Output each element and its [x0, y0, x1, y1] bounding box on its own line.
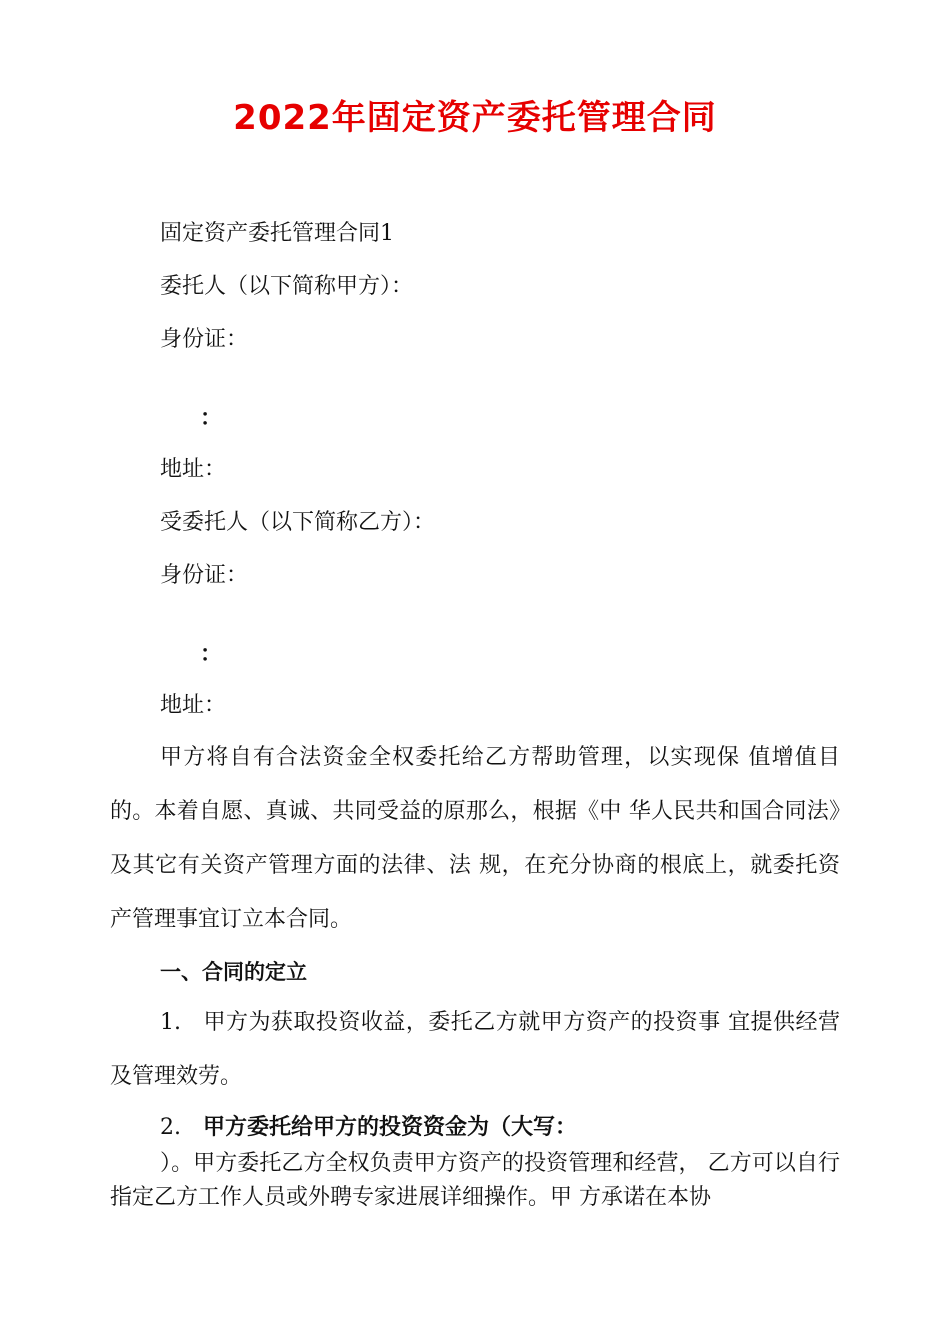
party-b-id-label: 身份证：	[160, 563, 249, 588]
clause-1-number: 1.	[160, 1010, 181, 1035]
contract-subtitle: 固定资产委托管理合同1	[160, 221, 394, 246]
clause-2-text: ）。甲方委托乙方全权负责甲方资产的投资管理和经营， 乙方可以自行指定乙方工作人员或外聘专家进展详细操作。甲 方承诺在本协	[110, 1151, 840, 1210]
section-heading: 一、合同的定立	[160, 960, 307, 984]
party-a-address-label: 地址：	[160, 457, 227, 482]
clause-2-heading	[160, 1113, 577, 1143]
clause-1	[110, 996, 840, 1104]
clause-2-bold-text: 甲方委托给甲方的投资资金为（大写：	[203, 1115, 578, 1140]
clause-1-text: 甲方为获取投资收益，委托乙方就甲方资产的投资事 宜提供经营及管理效劳。	[110, 1010, 840, 1089]
document-title: 2022年固定资产委托管理合同	[233, 98, 717, 138]
intro-paragraph: 甲方将自有合法资金全权委托给乙方帮助管理，以实现保 值增值目的。本着自愿、真诚、共同受益的原那么，根据《中 华人民共和国合同法》及其它有关资产管理方面的法律、法 规，在充分协商的根底上，就委托资产管理事宜订立本合同。	[110, 745, 840, 932]
party-a-colon: ：	[200, 405, 223, 431]
clause-2-number: 2.	[160, 1115, 181, 1140]
party-a-id-label: 身份证：	[160, 327, 249, 352]
party-b-address-label: 地址：	[160, 693, 227, 718]
party-b-colon: ：	[200, 641, 223, 667]
party-b-label: 受委托人（以下简称乙方）：	[160, 510, 436, 535]
party-a-label: 委托人（以下简称甲方）：	[160, 274, 414, 299]
